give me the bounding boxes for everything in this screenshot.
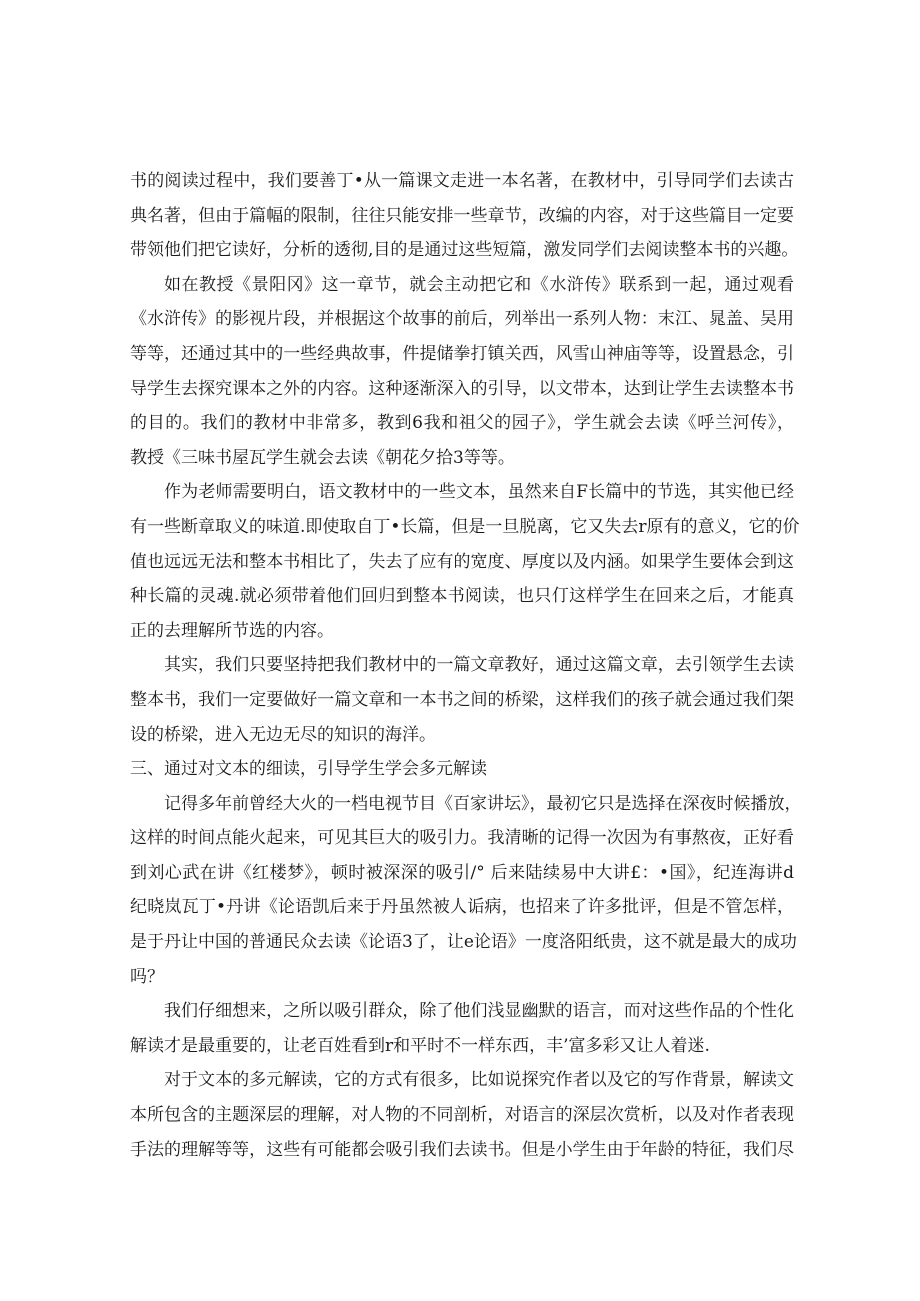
text-line: 三、通过对文本的细读，引导学生学会多元解读 — [130, 759, 487, 780]
text-line: 其实，我们只要坚持把我们教材中的一篇文章教好，通过这篇文章，去引领学生去读 — [164, 655, 794, 676]
text-line: 带领他们把它读好，分析的透彻,目的是通过这些短篇，激发同学们去阅读整本书的兴趣。 — [130, 240, 799, 261]
text-line: 吗？ — [130, 966, 164, 987]
text-line: 记得多年前曾经大火的一档电视节目《百家讲坛》，最初它只是选择在深夜时候播放， — [164, 793, 802, 814]
text-line: 导学生去探究课本之外的内容。这种逐渐深入的引导，以文带本，达到让学生去读整本书 — [130, 378, 794, 399]
text-line: 等等，还通过其中的一些经典故事，件提储拳打镇关西，风雪山神庙等等，设置悬念，引 — [130, 343, 794, 364]
paragraph — [130, 648, 794, 752]
text-line: 手法的理解等等，这些有可能都会吸引我们去读书。但是小学生由于年龄的特征，我们尽 — [130, 1139, 794, 1160]
paragraph — [130, 994, 794, 1063]
text-line: 设的桥梁，进入无边无尽的知识的海洋。 — [130, 724, 436, 745]
paragraph — [130, 268, 794, 476]
section-heading — [130, 752, 794, 787]
text-line: 对于文本的多元解读，它的方式有很多，比如说探究作者以及它的写作背景，解读文 — [164, 1070, 794, 1091]
text-line: 纪晓岚瓦丁•丹讲《论语凯后来于丹虽然被人诟病，也招来了许多批评，但是不管怎样， — [130, 897, 794, 918]
text-line: 作为老师需要明白，语文教材中的一些文本，虽然来自F长篇中的节选，其实他已经 — [164, 482, 794, 503]
text-line: 种长篇的灵魂.就必须带着他们回归到整本书阅读，也只仃这样学生在回来之后，才能真 — [130, 586, 794, 607]
text-line: 整本书，我们一定要做好一篇文章和一本书之间的桥梁，这样我们的孩子就会通过我们架 — [130, 689, 794, 710]
text-line: 如在教授《景阳冈》这一章节，就会主动把它和《水浒传》联系到一起，通过观看 — [164, 274, 794, 295]
text-line: 的目的。我们的教材中非常多，教到6我和祖父的园子》，学生就会去读《呼兰河传》， — [130, 413, 794, 434]
text-line: 典名著，但由于篇幅的限制，往往只能安排一些章节，改编的内容，对于这些篇目一定要 — [130, 205, 794, 226]
text-line: 有一些断章取义的味道.即使取自丁•长篇，但是一旦脱离，它又失去r原有的意义，它的价 — [130, 516, 800, 537]
text-line: 这样的时间点能火起来，可见其巨大的吸引力。我清晰的记得一次因为有事熬夜，正好看 — [130, 828, 794, 849]
document-body — [130, 164, 802, 1167]
paragraph — [130, 1063, 794, 1167]
text-line: 解读才是最重要的，让老百姓看到r和平时不一样东西，丰’富多彩又让人着迷. — [130, 1035, 710, 1056]
text-line: 是于丹让中国的普通民众去读《论语3了，让e论语》一度洛阳纸贵，这不就是最大的成功 — [130, 932, 797, 953]
text-line: 正的去理解所节选的内容。 — [130, 620, 334, 641]
text-line: 我们仔细想来，之所以吸引群众，除了他们浅显幽默的语言，而对这些作品的个性化 — [164, 1001, 794, 1022]
text-line: 《水浒传》的影视片段，并根据这个故事的前后，列举出一系列人物：末江、晁盖、吴用 — [130, 309, 794, 330]
text-line: 书的阅读过程中，我们要善丁•从一篇课文走进一本名著，在教材中，引导同学们去读古 — [130, 171, 794, 191]
paragraph — [130, 787, 802, 995]
paragraph — [130, 164, 799, 268]
text-line: 本所包含的主题深层的理解，对人物的不同剖析，对语言的深层次赏析，以及对作者表现 — [130, 1105, 794, 1126]
text-line: 值也远远无法和整本书相比了，失去了应有的宽度、厚度以及内涵。如果学生要体会到这 — [130, 551, 794, 572]
text-line: 教授《三味书屋瓦学生就会去读《朝花夕拾3等等。 — [130, 447, 515, 468]
paragraph — [130, 475, 800, 648]
text-line: 到刘心武在讲《红楼梦》，顿时被深深的吸引/° 后来陆续易中大讲£：•国》，纪连海讲d — [130, 862, 794, 883]
